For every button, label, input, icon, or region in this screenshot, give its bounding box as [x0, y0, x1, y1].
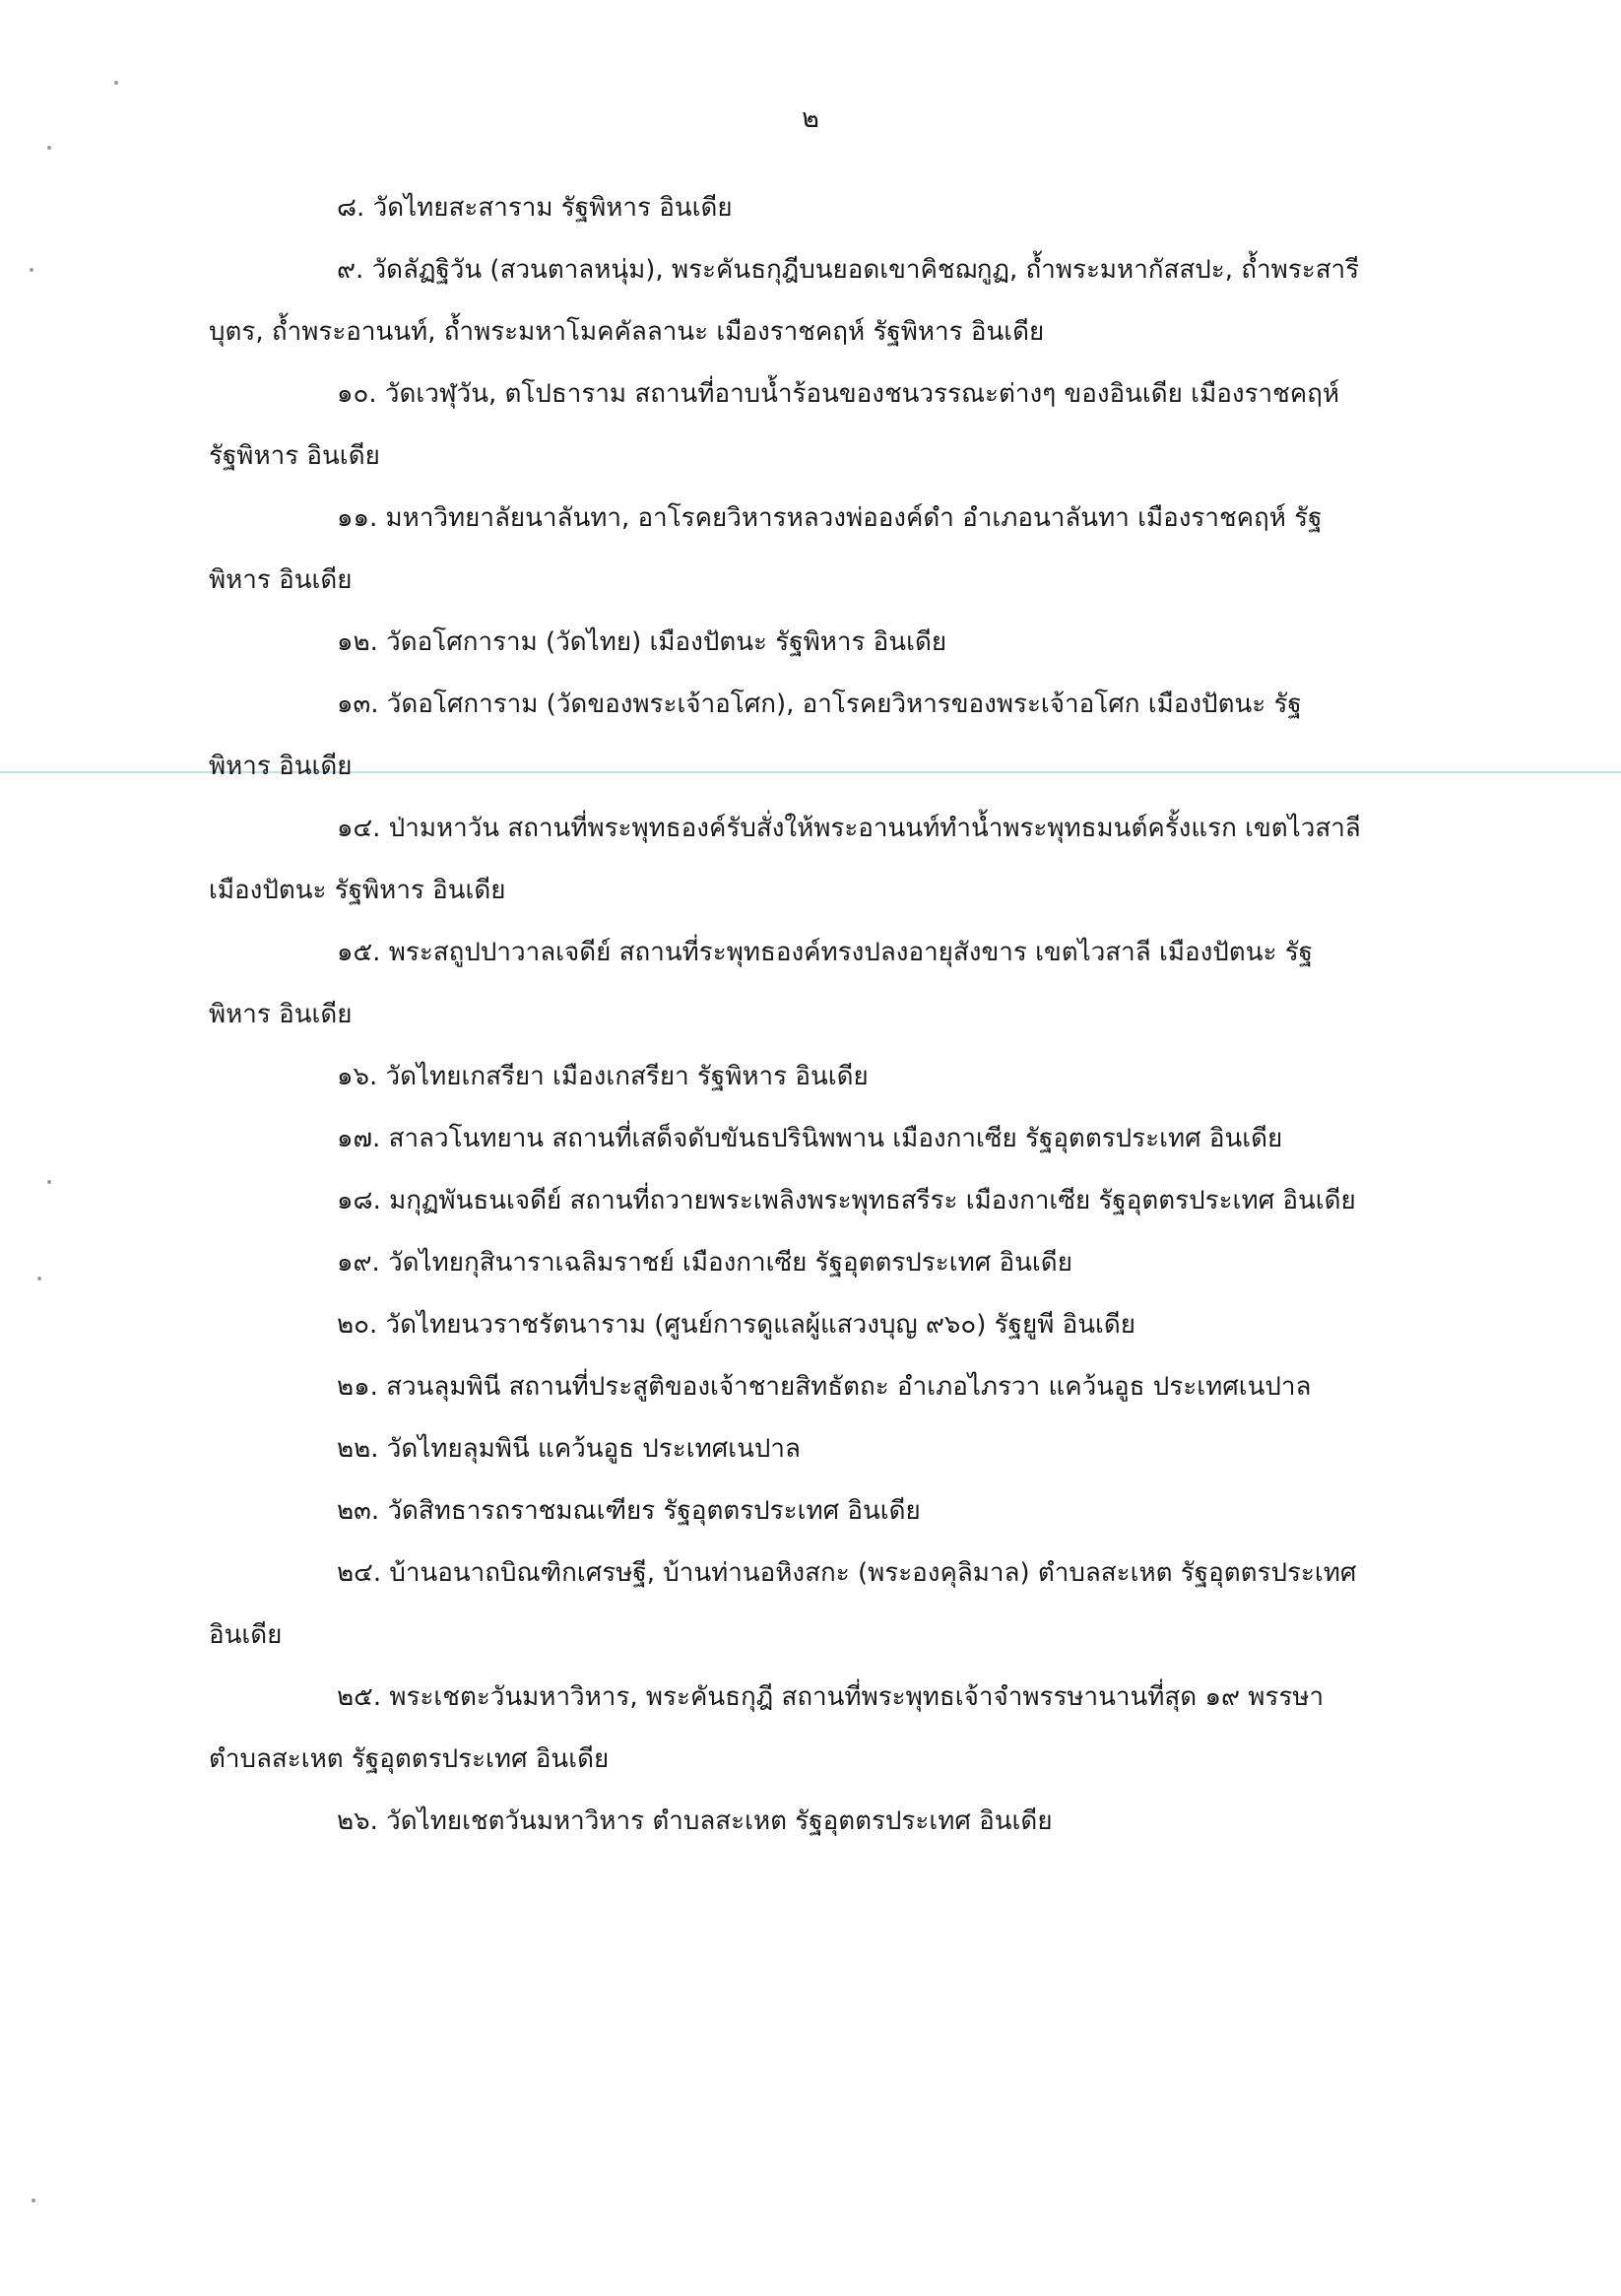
list-item: ๒๖. วัดไทยเชตวันมหาวิหาร ตำบลสะเหต รัฐอุตตรประเทศ อินเดีย	[337, 1806, 1053, 1836]
list-item: ๒๐. วัดไทยนวราชรัตนาราม (ศูนย์การดูแลผู้แสวงบุญ ๙๖๐) รัฐยูพี อินเดีย	[337, 1310, 1136, 1340]
list-item: ๑๑. มหาวิทยาลัยนาลันทา, อาโรคยวิหารหลวงพ่อองค์ดำ อำเภอนาลันทา เมืองราชคฤห์ รัฐพิหาร อินเดีย	[209, 503, 1323, 595]
list-item: ๑๒. วัดอโศการาม (วัดไทย) เมืองปัตนะ รัฐพิหาร อินเดีย	[337, 627, 947, 657]
scan-speck	[30, 268, 33, 272]
list-item: ๘. วัดไทยสะสาราม รัฐพิหาร อินเดีย	[337, 193, 733, 223]
scan-speck	[47, 1180, 51, 1184]
page-number: ๒	[802, 103, 819, 134]
list-item: ๒๓. วัดสิทธารถราชมณเฑียร รัฐอุตตรประเทศ อินเดีย	[337, 1496, 921, 1526]
scan-speck	[32, 2198, 35, 2202]
document-body	[209, 177, 1361, 1853]
list-item: ๑๗. สาลวโนทยาน สถานที่เสด็จดับขันธปรินิพพาน เมืองกาเซีย รัฐอุตตรประเทศ อินเดีย	[337, 1124, 1283, 1153]
list-item: ๒๒. วัดไทยลุมพินี แคว้นอูธ ประเทศเนปาล	[337, 1434, 801, 1464]
list-item: ๑๕. พระสถูปปาวาลเจดีย์ สถานที่ระพุทธองค์ทรงปลงอายุสังขาร เขตไวสาลี เมืองปัตนะ รัฐพิหาร อินเดีย	[209, 938, 1314, 1029]
scan-speck	[37, 1277, 41, 1280]
list-item: ๑๘. มกุฏพันธนเจดีย์ สถานที่ถวายพระเพลิงพระพุทธสรีระ เมืองกาเซีย รัฐอุตตรประเทศ อินเดีย	[337, 1186, 1356, 1215]
list-item: ๑๔. ป่ามหาวัน สถานที่พระพุทธองค์รับสั่งให้พระอานนท์ทำน้ำพระพุทธมนต์ครั้งแรก เขตไวสาลี เมืองปัตนะ รัฐพิหาร อินเดีย	[209, 814, 1361, 905]
list-item: ๑๐. วัดเวฬุวัน, ตโปธาราม สถานที่อาบน้ำร้อนของชนวรรณะต่างๆ ของอินเดีย เมืองราชคฤห์ รัฐพิหาร อินเดีย	[209, 379, 1339, 471]
scan-speck	[47, 146, 51, 150]
list-item: ๑๙. วัดไทยกุสินาราเฉลิมราชย์ เมืองกาเซีย รัฐอุตตรประเทศ อินเดีย	[337, 1248, 1072, 1278]
list-item: ๒๕. พระเชตะวันมหาวิหาร, พระคันธกุฎี สถานที่พระพุทธเจ้าจำพรรษานานที่สุด ๑๙ พรรษา ตำบลสะเหต รัฐอุตตรประเทศ อินเดีย	[209, 1682, 1325, 1774]
list-item: ๑๖. วัดไทยเกสรียา เมืองเกสรียา รัฐพิหาร อินเดีย	[337, 1062, 869, 1091]
list-item: ๑๓. วัดอโศการาม (วัดของพระเจ้าอโศก), อาโรคยวิหารของพระเจ้าอโศก เมืองปัตนะ รัฐพิหาร อินเดีย	[209, 689, 1302, 781]
list-item: ๒๔. บ้านอนาถบิณฑิกเศรษฐี, บ้านท่านอหิงสกะ (พระองคุลิมาล) ตำบลสะเหต รัฐอุตตรประเทศ อินเดีย	[209, 1558, 1357, 1650]
list-item: ๒๑. สวนลุมพินี สถานที่ประสูติของเจ้าชายสิทธัตถะ อำเภอไภรวา แคว้นอูธ ประเทศเนปาล	[337, 1372, 1312, 1402]
list-item: ๙. วัดลัฏฐิวัน (สวนตาลหนุ่ม), พระคันธกุฎีบนยอดเขาคิชฌกูฏ, ถ้ำพระมหากัสสปะ, ถ้ำพระสารีบุตร, ถ้ำพระอานนท์, ถ้ำพระมหาโมคคัลลานะ เมืองราชคฤห์ รัฐพิหาร อินเดีย	[209, 255, 1360, 347]
scan-speck	[114, 81, 118, 85]
